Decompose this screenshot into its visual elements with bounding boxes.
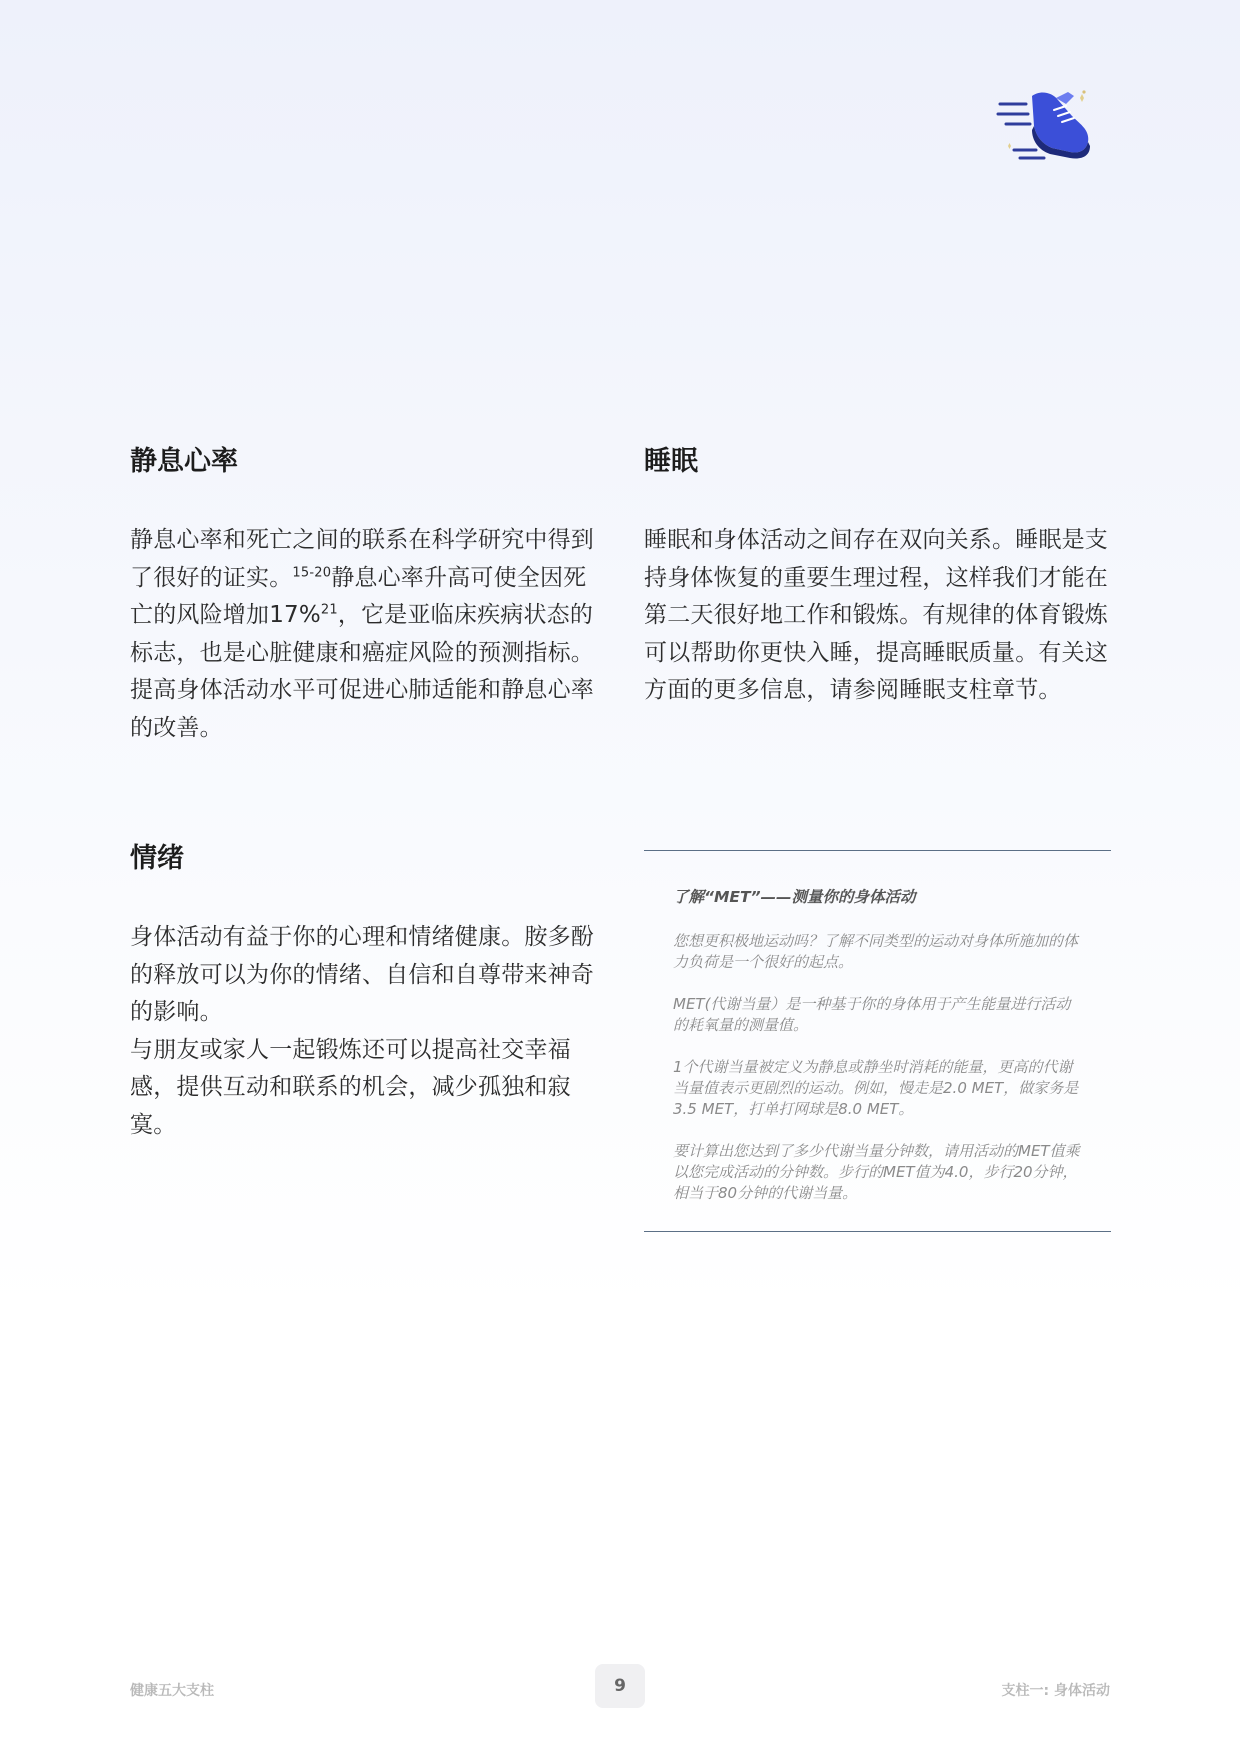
resting-heart-rate-section — [130, 446, 600, 741]
footer-chapter-title: 支柱一: 身体活动 — [1001, 1683, 1110, 1699]
met-info-box — [644, 850, 1111, 1232]
section-title: 情绪 — [130, 843, 184, 874]
met-paragraph: 要计算出您达到了多少代谢当量分钟数，请用活动的MET值乘以您完成活动的分钟数。步行的MET值为4.0，步行20分钟，相当于80分钟的代谢当量。 — [673, 1142, 1080, 1202]
section-title: 睡眠 — [644, 446, 698, 477]
section-body: 睡眠和身体活动之间存在双向关系。睡眠是支持身体恢复的重要生理过程，这样我们才能在第二天很好地工作和锻炼。有规律的体育锻炼可以帮助你更快入睡，提高睡眠质量。有关这方面的更多信息，请参阅睡眠支柱章节。 — [644, 527, 1108, 703]
sleep-section — [644, 446, 1114, 703]
met-box-title: 了解“MET”——测量你的身体活动 — [673, 888, 916, 906]
met-paragraph: 您想更积极地运动吗？了解不同类型的运动对身体所施加的体力负荷是一个很好的起点。 — [673, 932, 1079, 971]
running-shoe-icon — [996, 86, 1096, 172]
mood-section — [130, 843, 600, 1138]
page-number: 9 — [595, 1664, 645, 1708]
citation-superscript: 21 — [320, 602, 338, 618]
citation-superscript: 15-20 — [292, 564, 332, 580]
section-body — [130, 919, 600, 1144]
section-body — [130, 522, 600, 747]
body-text: ，它是亚临床疾病状态的标志，也是心脏健康和癌症风险的预测指标。提高身体活动水平可促进心肺适能和静息心率的改善。 — [130, 602, 594, 741]
met-paragraph: MET(代谢当量）是一种基于你的身体用于产生能量进行活动的耗氧量的测量值。 — [673, 995, 1071, 1034]
body-paragraph: 与朋友或家人一起锻炼还可以提高社交幸福感，提供互动和联系的机会，减少孤独和寂寞。 — [130, 1036, 571, 1138]
met-paragraph: 1个代谢当量被定义为静息或静坐时消耗的能量，更高的代谢当量值表示更剧烈的运动。例如，慢走是2.0 MET，做家务是3.5 MET，打单打网球是8.0 MET。 — [673, 1058, 1079, 1118]
section-title: 静息心率 — [130, 446, 238, 477]
body-text: 静息心率升高可使全因死亡的风险增加17% — [130, 564, 587, 628]
body-text: 静息心率和死亡之间的联系在科学研究中得到了很好的证实。 — [130, 527, 594, 591]
body-paragraph: 身体活动有益于你的心理和情绪健康。胺多酚的释放可以为你的情绪、自信和自尊带来神奇的影响。 — [130, 924, 594, 1025]
footer-document-title: 健康五大支柱 — [130, 1683, 214, 1699]
